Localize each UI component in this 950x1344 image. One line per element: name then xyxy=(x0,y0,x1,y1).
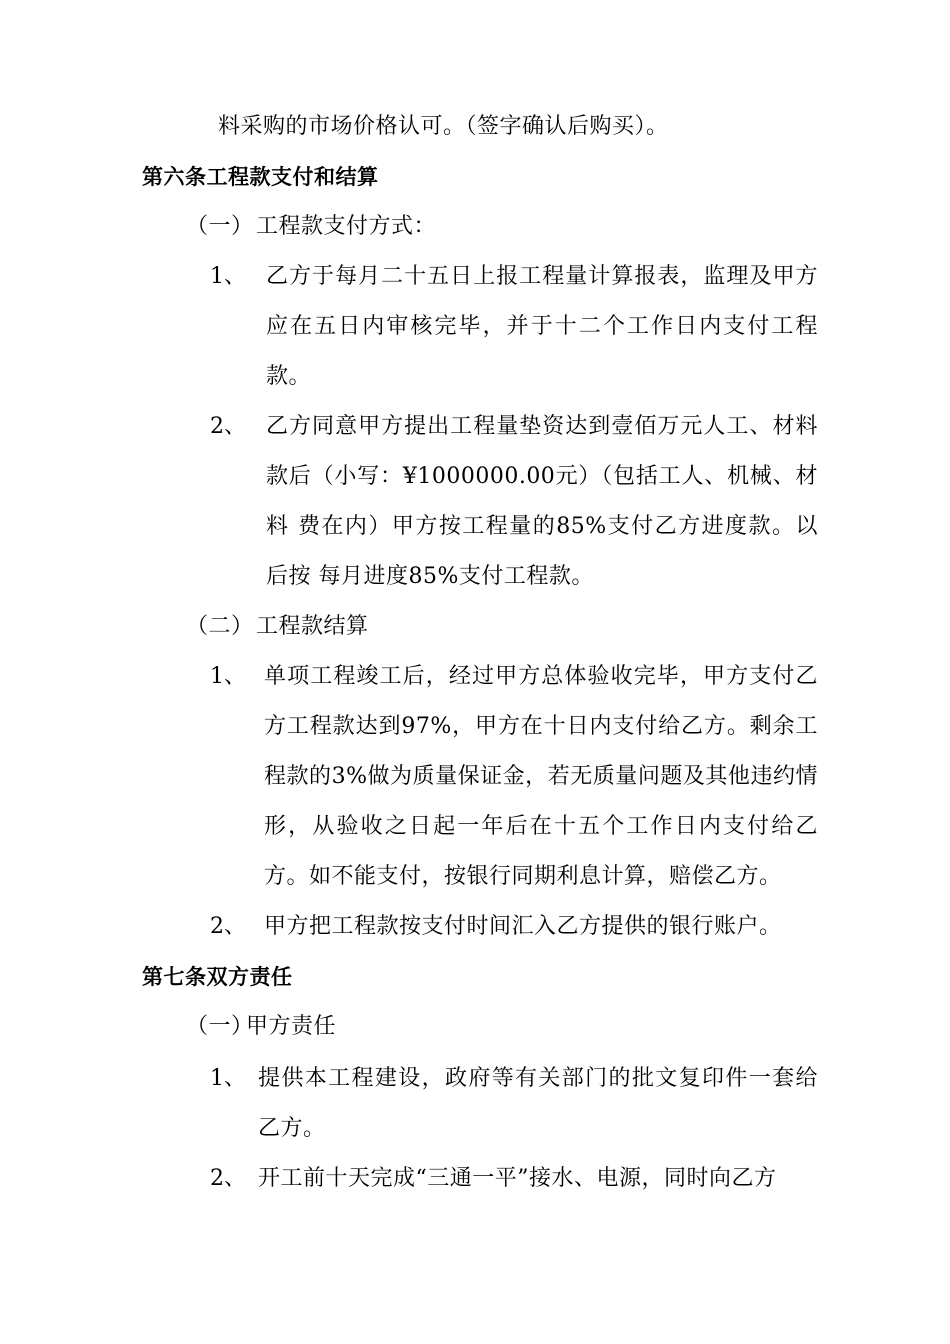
section-6-1-label: （一） xyxy=(186,214,254,239)
item-text: 单项工程竣工后，经过甲方总体验收完毕，甲方支付乙方工程款达到97%，甲方在十日内支付给乙方。剩余工程款的3%做为质量保证金，若无质量问题及其他违约情形，从验收之日起一年后在十五个工作日内支付给乙方。如不能支付，按银行同期利息计算，赔偿乙方。 xyxy=(264,664,818,889)
item-number: 2、 xyxy=(210,914,246,939)
continuation-line: 料采购的市场价格认可。（签字确认后购买）。 xyxy=(218,114,669,139)
section-6-1-title: 工程款支付方式： xyxy=(256,214,437,239)
item-paragraph xyxy=(266,402,818,602)
section-6-2-label: （二） xyxy=(186,614,254,639)
article-6-heading: 第六条工程款支付和结算 xyxy=(142,165,379,189)
item-number: 1、 xyxy=(210,264,246,289)
item-text: 乙方同意甲方提出工程量垫资达到壹佰万元人工、材料款后（小写：¥1000000.00元）（包括工人、机械、材料 费在内）甲方按工程量的85%支付乙方进度款。以后按 每月进度85%支付工程款。 xyxy=(266,414,818,589)
item-number: 1、 xyxy=(210,664,246,689)
item-text: 甲方把工程款按支付时间汇入乙方提供的银行账户。 xyxy=(264,914,782,939)
item-text: 提供本工程建设，政府等有关部门的批文复印件一套给乙方。 xyxy=(258,1066,818,1141)
item-text: 开工前十天完成“三通一平”接水、电源，同时向乙方 xyxy=(258,1166,777,1191)
article-7-heading: 第七条双方责任 xyxy=(142,965,293,989)
section-6-2-title: 工程款结算 xyxy=(256,614,369,639)
section-7-1-title: 甲方责任 xyxy=(246,1014,337,1039)
item-number: 2、 xyxy=(210,1166,246,1191)
item-paragraph xyxy=(266,252,818,402)
item-number: 1、 xyxy=(210,1066,246,1091)
section-7-1-label: （一） xyxy=(186,1014,254,1039)
item-number: 2、 xyxy=(210,414,246,439)
item-paragraph xyxy=(258,1054,818,1154)
item-paragraph xyxy=(264,652,818,902)
item-text: 乙方于每月二十五日上报工程量计算报表，监理及甲方应在五日内审核完毕，并于十二个工作日内支付工程款。 xyxy=(266,264,818,389)
